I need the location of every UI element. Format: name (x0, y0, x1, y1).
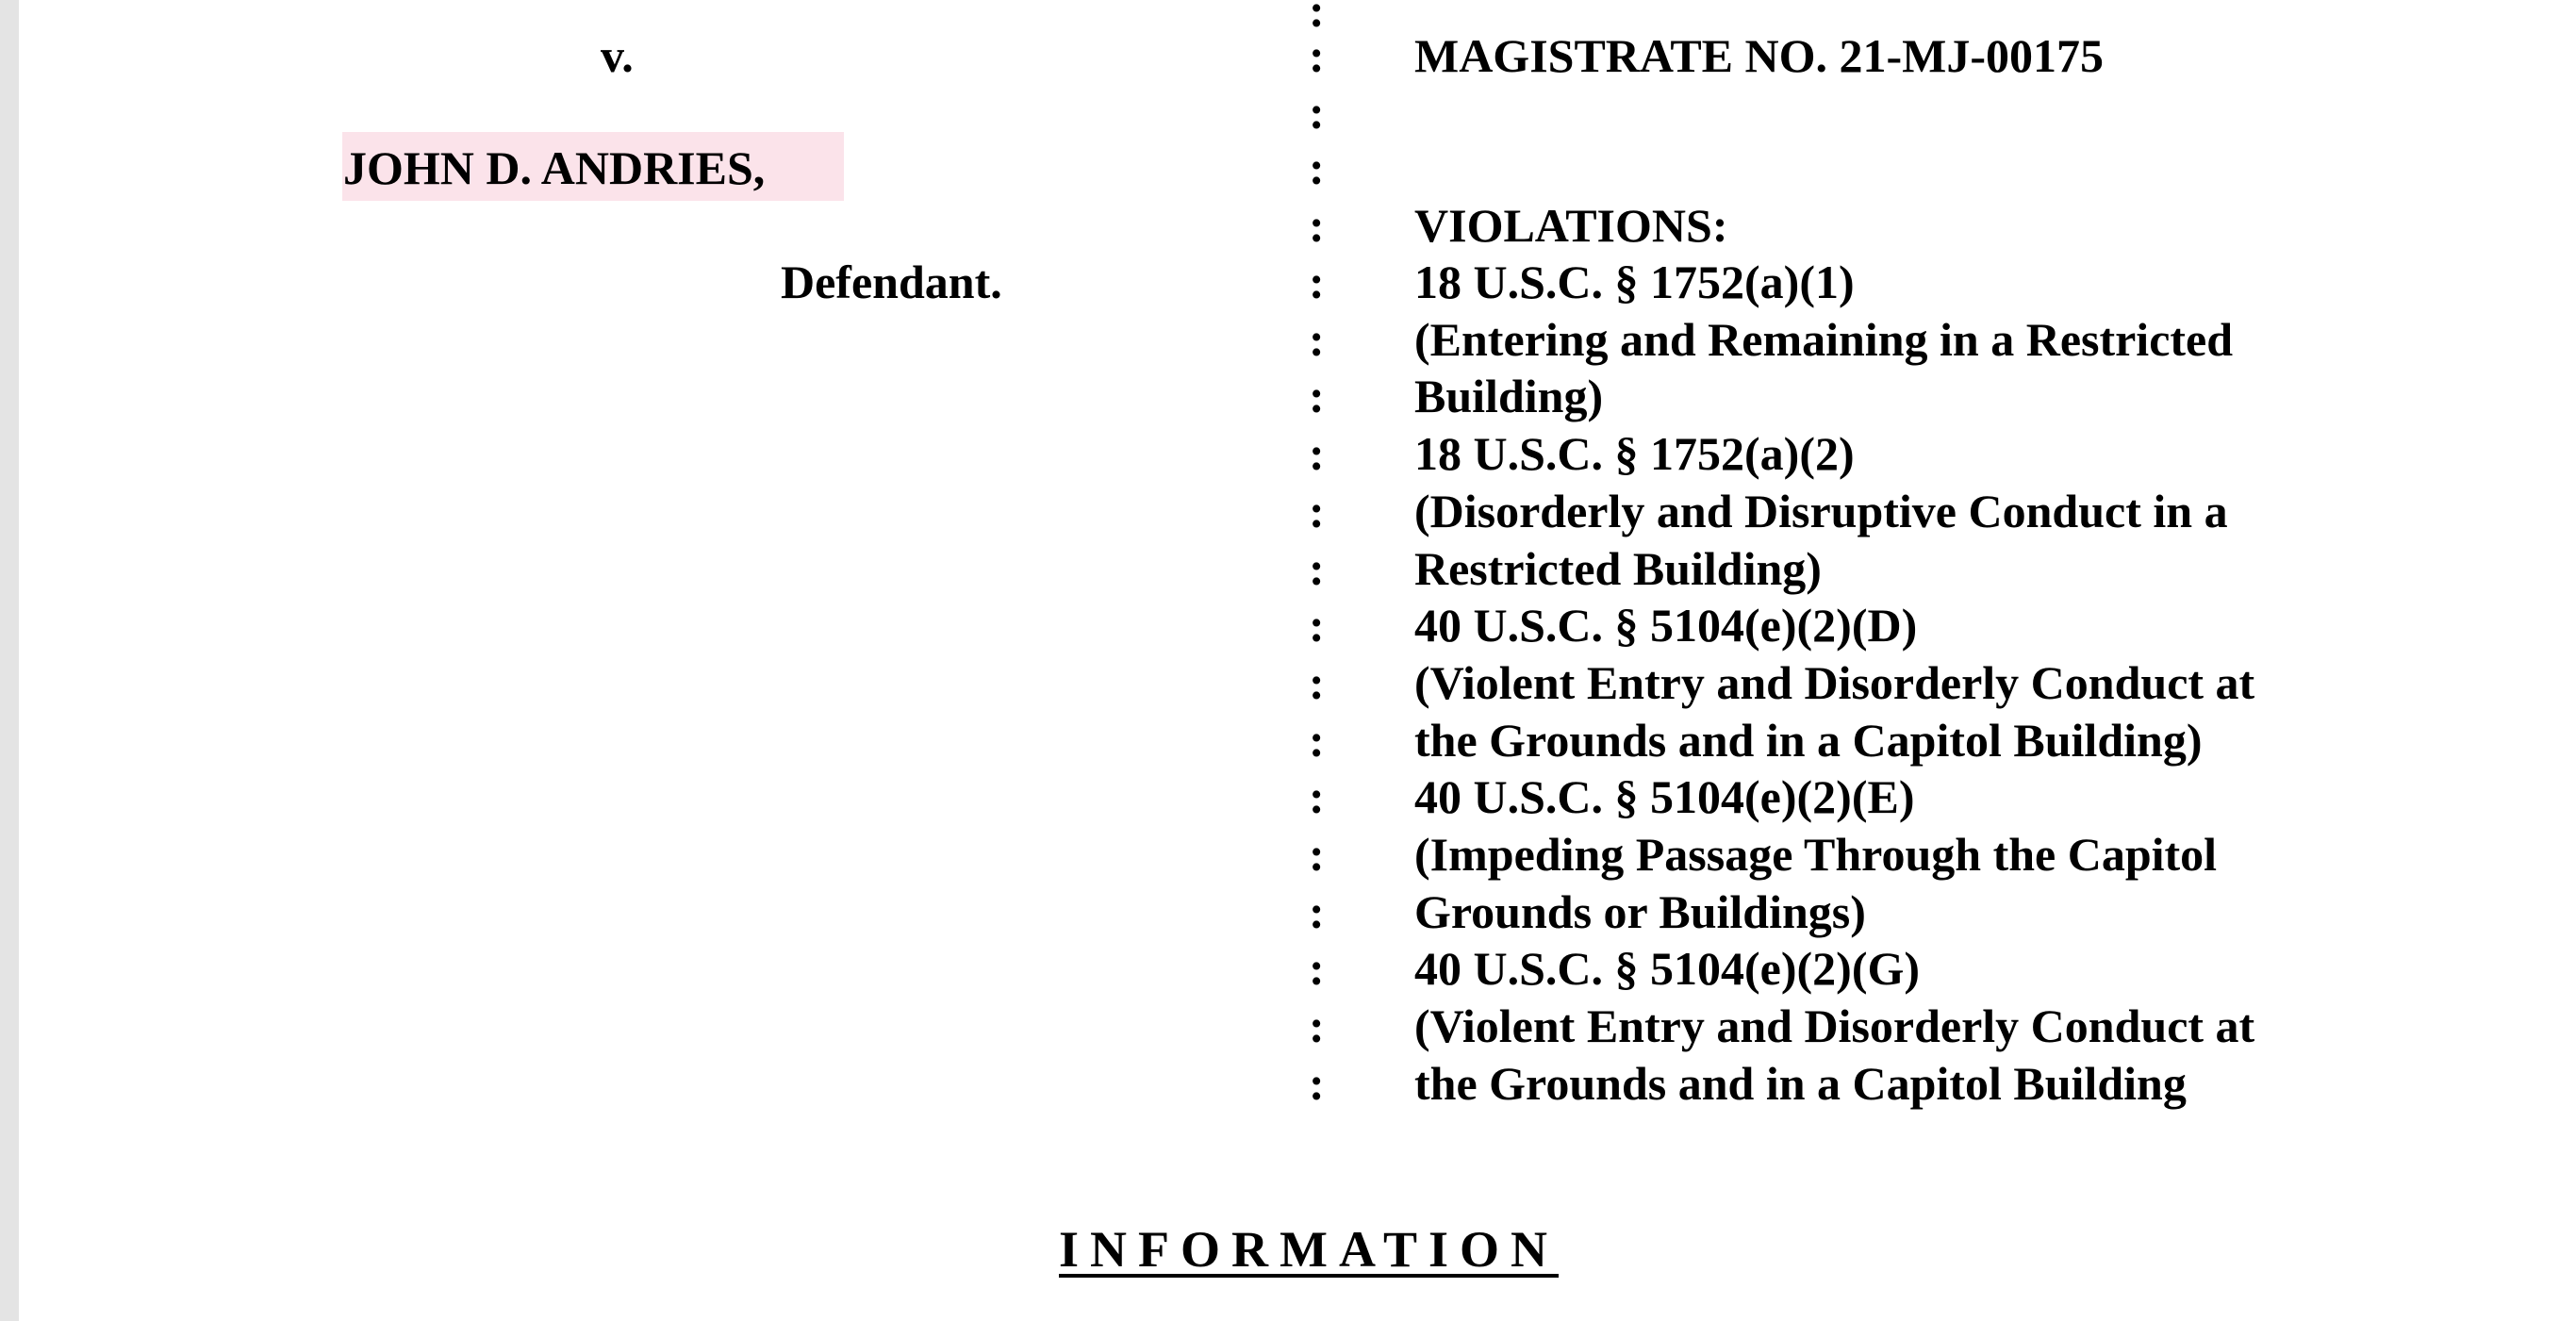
violation-line: 40 U.S.C. § 5104(e)(2)(D) (1414, 599, 1918, 652)
colon-separator: : (1309, 655, 1325, 709)
violation-line: (Disorderly and Disruptive Conduct in a (1414, 484, 2228, 537)
violation-line: (Violent Entry and Disorderly Conduct at (1414, 655, 2255, 709)
violation-line: 40 U.S.C. § 5104(e)(2)(E) (1414, 770, 1915, 824)
colon-separator: : (1309, 828, 1325, 881)
document-page (19, 0, 2576, 1321)
colon-separator: : (1309, 942, 1325, 996)
colon-separator: : (1309, 713, 1325, 767)
violation-line: Grounds or Buildings) (1414, 884, 1866, 938)
violation-line: (Impeding Passage Through the Capitol (1414, 828, 2218, 881)
violation-line: the Grounds and in a Capitol Building (1414, 1056, 2187, 1110)
colon-separator: : (1309, 884, 1325, 938)
violation-line: (Violent Entry and Disorderly Conduct at (1414, 999, 2255, 1053)
versus-label: v. (601, 29, 634, 82)
violation-line: Building) (1414, 370, 1604, 423)
magistrate-number: MAGISTRATE NO. 21-MJ-00175 (1414, 29, 2105, 82)
violation-line: the Grounds and in a Capitol Building) (1414, 713, 2203, 767)
defendant-label: Defendant. (781, 256, 1002, 308)
colon-separator: : (1309, 199, 1325, 252)
colon-separator: : (1309, 141, 1325, 194)
violation-line: (Entering and Remaining in a Restricted (1414, 312, 2234, 366)
violation-line: 40 U.S.C. § 5104(e)(2)(G) (1414, 942, 1921, 996)
colon-separator: : (1309, 484, 1325, 537)
colon-separator: : (1309, 312, 1325, 366)
colon-separator: : (1309, 599, 1325, 652)
colon-separator: : (1309, 29, 1325, 82)
violations-heading: VIOLATIONS: (1414, 199, 1728, 252)
violation-line: Restricted Building) (1414, 541, 1822, 595)
defendant-name: JOHN D. ANDRIES, (343, 141, 766, 194)
violation-line: 18 U.S.C. § 1752(a)(1) (1414, 256, 1855, 308)
colon-separator: : (1309, 256, 1325, 308)
colon-separator: : (1309, 0, 1325, 37)
colon-separator: : (1309, 541, 1325, 595)
colon-separator: : (1309, 999, 1325, 1053)
colon-separator: : (1309, 370, 1325, 423)
colon-separator: : (1309, 427, 1325, 481)
colon-separator: : (1309, 770, 1325, 824)
colon-separator: : (1309, 1056, 1325, 1110)
violation-line: 18 U.S.C. § 1752(a)(2) (1414, 427, 1855, 481)
colon-separator: : (1309, 86, 1325, 139)
document-title: INFORMATION (1059, 1221, 1559, 1278)
